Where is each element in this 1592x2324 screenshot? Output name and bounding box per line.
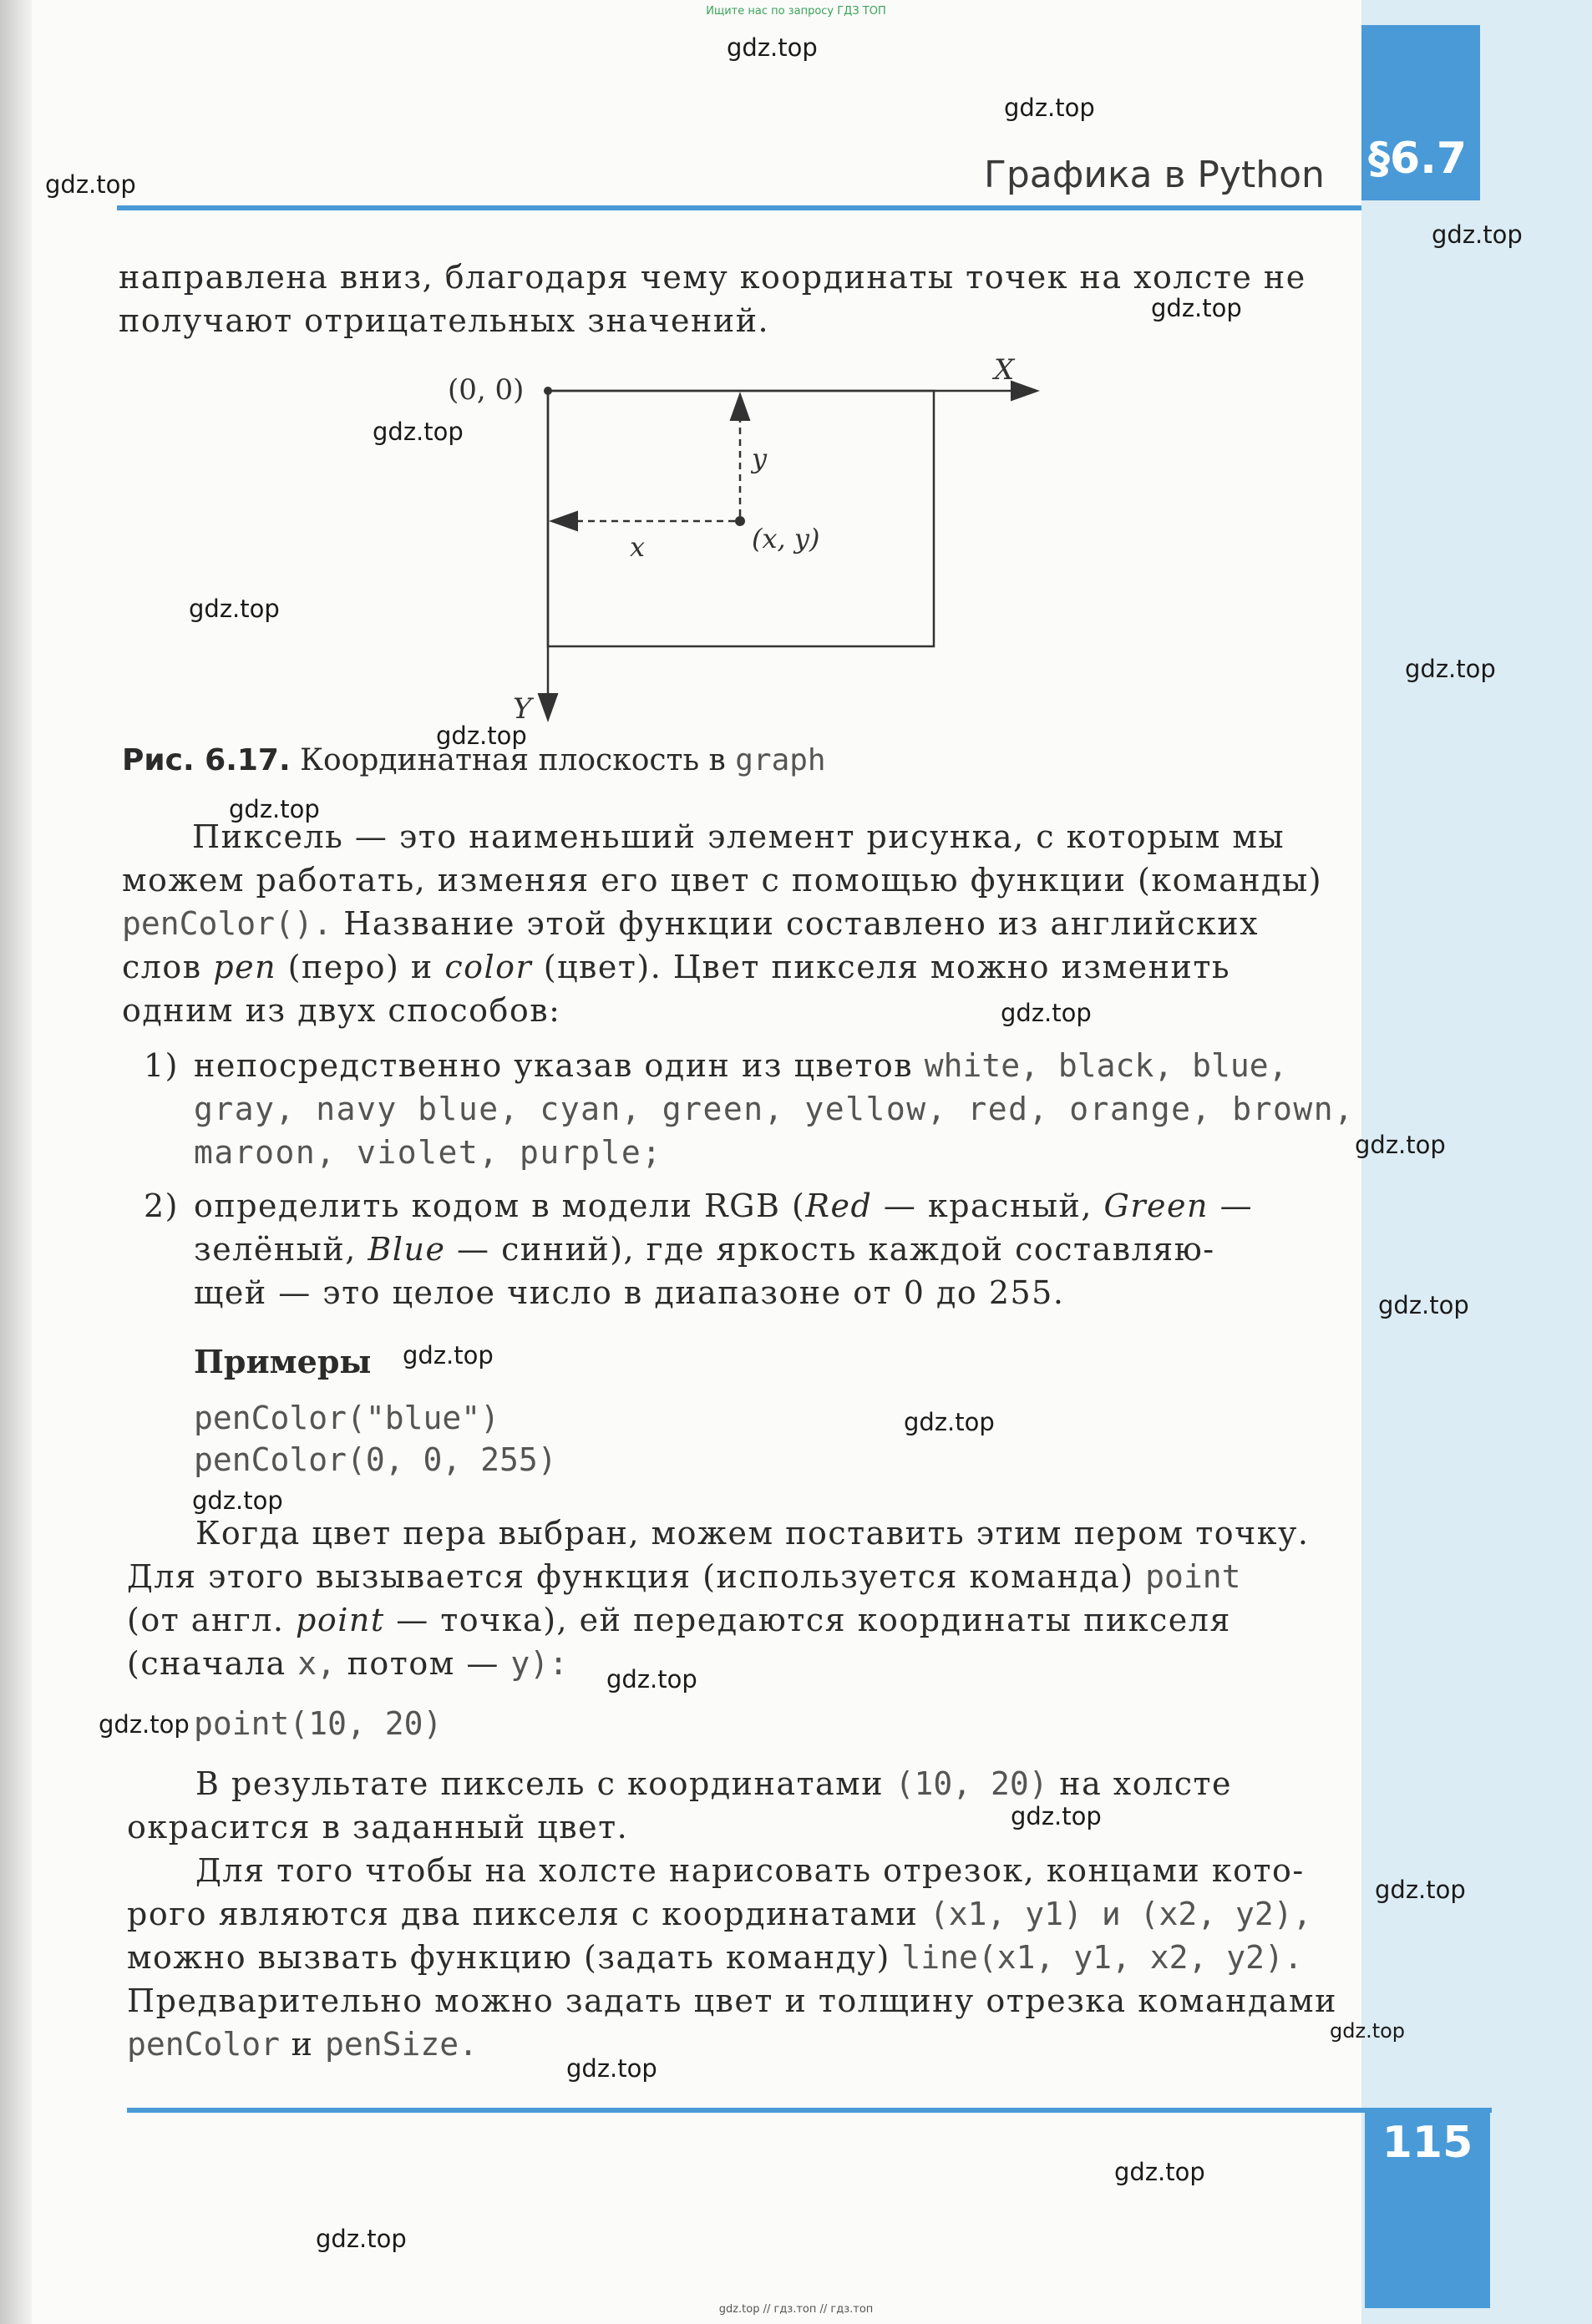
y-distance-label: y [752, 443, 768, 474]
watermark: gdz.top [189, 595, 280, 623]
point-label: (x, y) [752, 523, 820, 554]
para2-line-1: Когда цвет пера выбран, можем поставить этим пером точку. [195, 1515, 1310, 1552]
code-y: y): [510, 1645, 569, 1682]
origin-label: (0, 0) [448, 373, 525, 407]
watermark: gdz.top [606, 1665, 697, 1694]
para2-line-2 [127, 1555, 1241, 1598]
figure-caption-code: graph [735, 743, 826, 777]
watermark: gdz.top [229, 795, 320, 823]
right-margin-band [1361, 0, 1592, 2324]
watermark: gdz.top [99, 1710, 190, 1739]
pensize-cmd: penSize. [325, 2026, 479, 2063]
pencolor-code: penColor(). [122, 905, 332, 942]
watermark: gdz.top [403, 1341, 494, 1370]
para4-l3a: можно вызвать функцию (задать команду) [127, 1939, 902, 1976]
list-item-2-line-1 [194, 1184, 1253, 1228]
header-rule [117, 205, 1361, 210]
para3-line-2: окрасится в заданный цвет. [127, 1809, 629, 1846]
para2-line-3 [127, 1598, 1231, 1642]
top-note: Ищите нас по запросу ГДЗ ТОП [706, 5, 886, 18]
watermark: gdz.top [192, 1486, 283, 1515]
para1-line-4-a: слов [122, 949, 214, 985]
item2-l2a: зелёный, [194, 1231, 368, 1268]
watermark: gdz.top [727, 33, 818, 62]
para4-l2a: рого являются два пикселя с координатами [127, 1896, 930, 1932]
item2-l1c: — [1209, 1187, 1254, 1224]
watermark: gdz.top [316, 2225, 407, 2253]
watermark: gdz.top [1114, 2158, 1205, 2186]
watermark: gdz.top [1151, 294, 1242, 322]
para2-line-4 [127, 1642, 568, 1685]
intro-line-1: направлена вниз, благодаря чему координаты точек на холсте не [119, 259, 1306, 296]
para1-line-3-text: Название этой функции составлено из английских [332, 905, 1260, 942]
page-number: 115 [1382, 2118, 1473, 2168]
watermark: gdz.top [1001, 999, 1092, 1027]
item2-l1b: — красный, [872, 1187, 1104, 1224]
page-edge-shadow [0, 0, 32, 2324]
list-item-2-line-2 [194, 1228, 1215, 1271]
color-list-2: gray, navy blue, cyan, green, yellow, red, orange, brown, [194, 1091, 1355, 1127]
para2-l3a: (от англ. [127, 1602, 296, 1638]
color-list-3: maroon, violet, purple; [194, 1134, 662, 1171]
watermark: gdz.top [1378, 1291, 1469, 1319]
color-list-1: white, black, blue, [924, 1047, 1288, 1084]
para2-line-2-text: Для этого вызывается функция (используется команда) [127, 1558, 1134, 1595]
list-item-1-number: 1) [144, 1047, 180, 1084]
para2-l3b: — точка), ей передаются координаты пикселя [384, 1602, 1231, 1638]
para4-l5b: и [280, 2026, 326, 2063]
para2-l4b: потом — [336, 1645, 511, 1682]
word-color: color [444, 949, 533, 985]
watermark: gdz.top [1011, 1802, 1102, 1830]
para1-line-4 [122, 945, 1230, 989]
list-item-1-text: непосредственно указав один из цветов [194, 1047, 914, 1084]
coordinate-plane-diagram [434, 351, 1052, 727]
para1-line-4-b: (перо) и [276, 949, 445, 985]
x-axis-label: X [994, 353, 1015, 387]
example-code-1: penColor("blue") [194, 1400, 500, 1436]
intro-line-2: получают отрицательных значений. [119, 302, 770, 339]
xy-point [735, 516, 745, 526]
watermark: gdz.top [45, 170, 136, 199]
item2-l1a: определить кодом в модели RGB ( [194, 1187, 806, 1224]
chapter-title: Графика в Python [984, 154, 1325, 196]
pencolor-cmd: penColor [127, 2026, 281, 2063]
word-red: Red [805, 1187, 873, 1224]
watermark: gdz.top [373, 418, 464, 446]
para1-line-1: Пиксель — это наименьший элемент рисунка, с которым мы [192, 818, 1285, 855]
para1-line-2: можем работать, изменяя его цвет с помощью функции (команды) [122, 862, 1323, 899]
line-code: line(x1, y1, x2, y2). [901, 1939, 1303, 1976]
para1-line-4-c: (цвет). Цвет пикселя можно изменить [532, 949, 1231, 985]
bottom-note: gdz.top // гдз.топ // гдз.топ [718, 2303, 874, 2316]
para1-line-5: одним из двух способов: [122, 992, 561, 1029]
figure-caption-text: Координатная плоскость в [300, 743, 726, 777]
word-pen: pen [213, 949, 277, 985]
para3-l1a: В результате пиксель с координатами [195, 1765, 895, 1802]
watermark: gdz.top [1432, 220, 1523, 249]
watermark: gdz.top [566, 2054, 657, 2083]
footer-rule [127, 2108, 1492, 2113]
para4-line-2 [127, 1892, 1311, 1936]
example-code-2: penColor(0, 0, 255) [194, 1441, 557, 1478]
point-code: point [1145, 1558, 1241, 1595]
endpoints-code: (x1, y1) и (x2, y2), [929, 1896, 1312, 1932]
item2-l2b: — синий), где яркость каждой составляю- [445, 1231, 1215, 1268]
para4-line-4: Предварительно можно задать цвет и толщину отрезка командами [127, 1982, 1337, 2019]
list-item-1-line-1 [194, 1044, 1287, 1087]
watermark: gdz.top [1355, 1131, 1446, 1159]
word-blue: Blue [368, 1231, 446, 1268]
figure-caption-label: Рис. 6.17. [122, 743, 291, 777]
word-green: Green [1103, 1187, 1209, 1224]
watermark: gdz.top [904, 1408, 995, 1436]
examples-heading: Примеры [194, 1343, 372, 1380]
y-axis-label: Y [513, 692, 532, 726]
list-item-2-line-3: щей — это целое число в диапазоне от 0 до 255. [194, 1274, 1065, 1311]
para4-line-1: Для того чтобы на холсте нарисовать отрезок, концами кото- [195, 1852, 1305, 1889]
list-item-2-number: 2) [144, 1187, 180, 1224]
watermark: gdz.top [436, 722, 527, 750]
watermark: gdz.top [1004, 94, 1095, 122]
watermark: gdz.top [1375, 1876, 1466, 1904]
watermark: gdz.top [1330, 2019, 1406, 2043]
para3-l1b: на холсте [1047, 1765, 1233, 1802]
para3-line-1 [195, 1762, 1232, 1805]
coords-code: (10, 20) [895, 1765, 1048, 1802]
code-x: x, [297, 1645, 337, 1682]
section-number: §6.7 [1368, 134, 1468, 184]
origin-point [544, 387, 552, 395]
para2-l4a: (сначала [127, 1645, 298, 1682]
point-example-code: point(10, 20) [194, 1705, 443, 1742]
para4-line-5 [127, 2023, 478, 2066]
para4-line-3 [127, 1936, 1303, 1979]
x-distance-label: x [630, 531, 646, 563]
para1-line-3 [122, 902, 1259, 945]
word-point: point [296, 1602, 385, 1638]
watermark: gdz.top [1405, 655, 1496, 683]
